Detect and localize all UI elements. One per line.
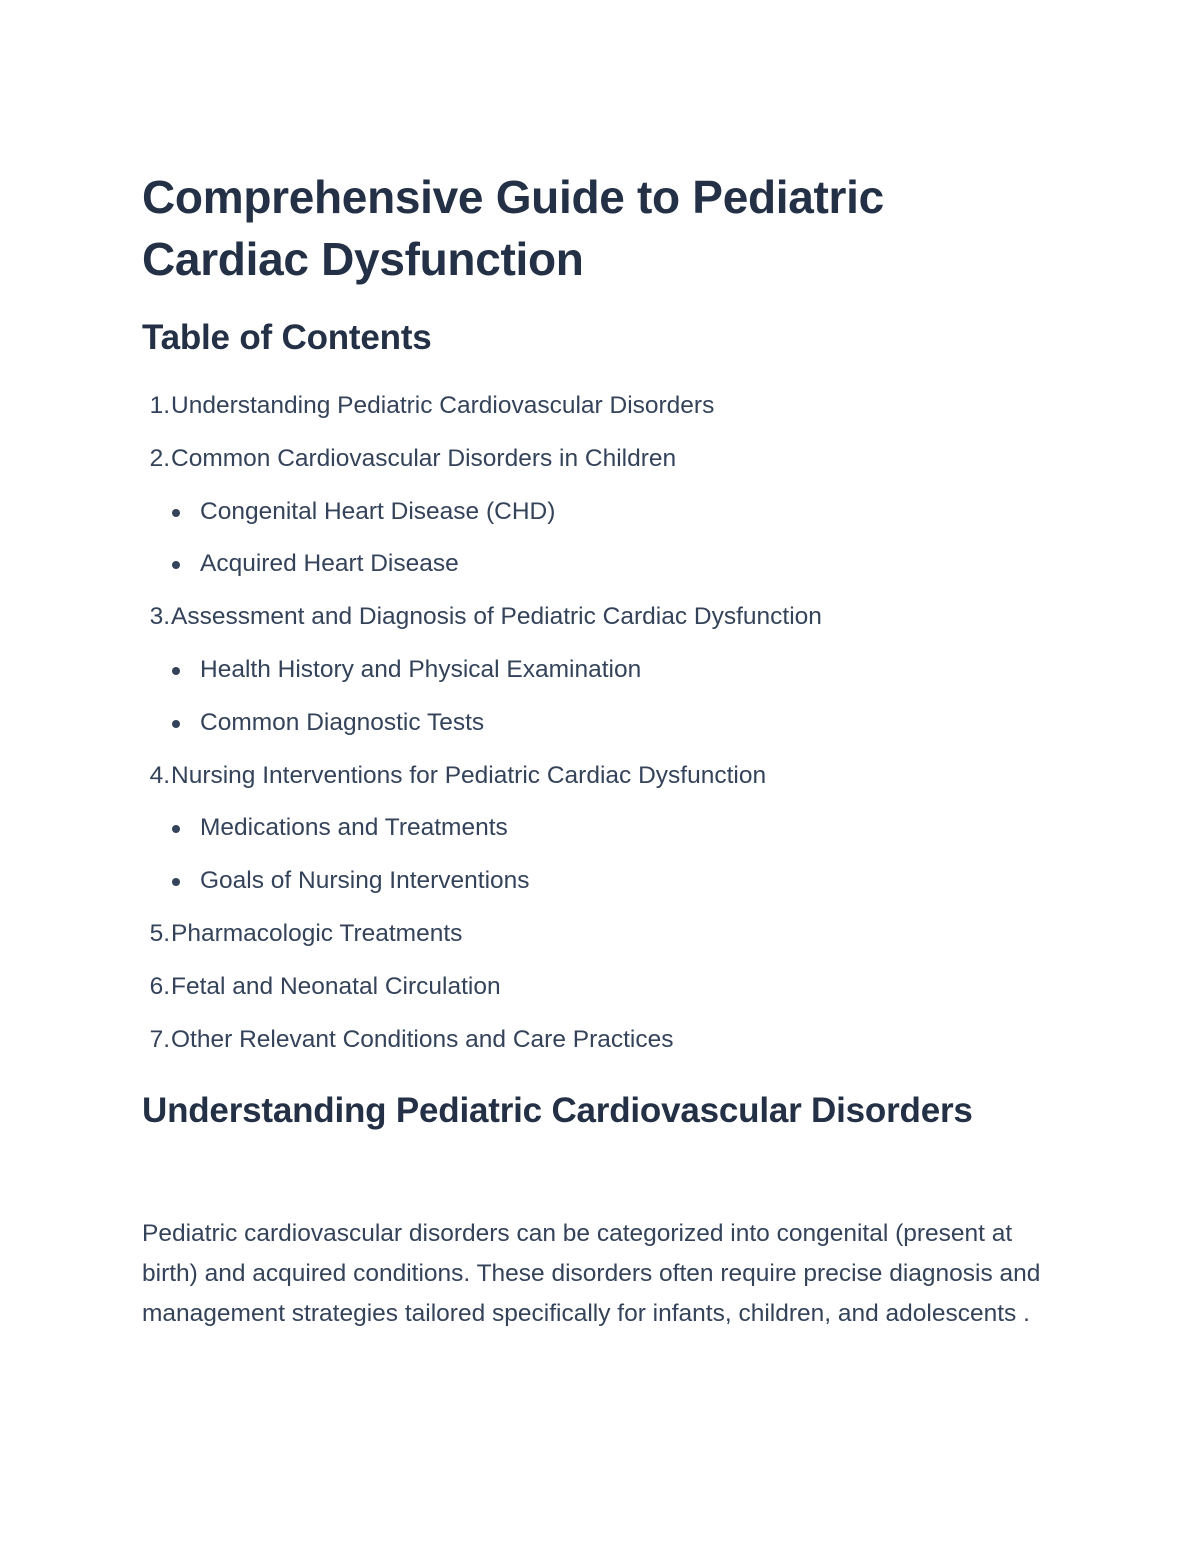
toc-subitem-label: Common Diagnostic Tests bbox=[200, 708, 485, 736]
toc-subitem[interactable] bbox=[142, 863, 1092, 916]
toc-item[interactable] bbox=[142, 599, 1092, 652]
toc-heading: Table of Contents bbox=[142, 318, 432, 357]
toc-item-label: Fetal and Neonatal Circulation bbox=[171, 972, 501, 1000]
table-of-contents bbox=[142, 388, 1092, 1074]
toc-item-label: Understanding Pediatric Cardiovascular Disorders bbox=[171, 392, 715, 419]
toc-subitem[interactable] bbox=[142, 494, 1092, 547]
toc-item[interactable] bbox=[142, 441, 1092, 494]
toc-subitem-label: Goals of Nursing Interventions bbox=[200, 867, 530, 895]
toc-subitem[interactable] bbox=[142, 705, 1092, 758]
bullet-icon bbox=[172, 878, 180, 886]
toc-subitem[interactable] bbox=[142, 546, 1092, 599]
toc-subitem[interactable] bbox=[142, 810, 1092, 863]
toc-item[interactable] bbox=[142, 388, 1092, 441]
bullet-icon bbox=[172, 561, 180, 569]
bullet-icon bbox=[172, 720, 180, 728]
toc-item-number: 2. bbox=[149, 444, 170, 472]
toc-item[interactable] bbox=[142, 1022, 1092, 1075]
toc-subitem-label: Health History and Physical Examination bbox=[200, 655, 642, 683]
toc-subitem[interactable] bbox=[142, 652, 1092, 705]
toc-subitem-label: Congenital Heart Disease (CHD) bbox=[200, 497, 556, 525]
toc-item-number: 4. bbox=[149, 761, 170, 789]
toc-item-number: 1. bbox=[149, 392, 170, 419]
toc-item-label: Pharmacologic Treatments bbox=[171, 919, 463, 947]
bullet-icon bbox=[172, 667, 180, 675]
document-title: Comprehensive Guide to Pediatric Cardiac Dysfunction bbox=[142, 171, 884, 285]
toc-item[interactable] bbox=[142, 916, 1092, 969]
bullet-icon bbox=[172, 825, 180, 833]
toc-item-label: Common Cardiovascular Disorders in Children bbox=[171, 444, 677, 472]
section-heading: Understanding Pediatric Cardiovascular Disorders bbox=[142, 1091, 973, 1130]
toc-subitem-label: Acquired Heart Disease bbox=[200, 550, 459, 578]
toc-subitem-label: Medications and Treatments bbox=[200, 814, 508, 842]
toc-item-number: 5. bbox=[149, 919, 170, 947]
toc-item-number: 6. bbox=[149, 972, 170, 1000]
toc-item-number: 3. bbox=[149, 603, 170, 631]
section-paragraph: Pediatric cardiovascular disorders can be categorized into congenital (present at birth) and acquired conditions. These disorders often require precise diagnosis and management strategies tailored specifically for infants, children, and adolescents . bbox=[142, 1220, 1041, 1327]
toc-item-label: Other Relevant Conditions and Care Practices bbox=[171, 1025, 674, 1053]
toc-item[interactable] bbox=[142, 758, 1092, 811]
toc-item-number: 7. bbox=[149, 1025, 170, 1053]
toc-item[interactable] bbox=[142, 969, 1092, 1022]
toc-item-label: Assessment and Diagnosis of Pediatric Cardiac Dysfunction bbox=[171, 603, 822, 631]
toc-item-label: Nursing Interventions for Pediatric Cardiac Dysfunction bbox=[171, 761, 767, 789]
bullet-icon bbox=[172, 509, 180, 517]
